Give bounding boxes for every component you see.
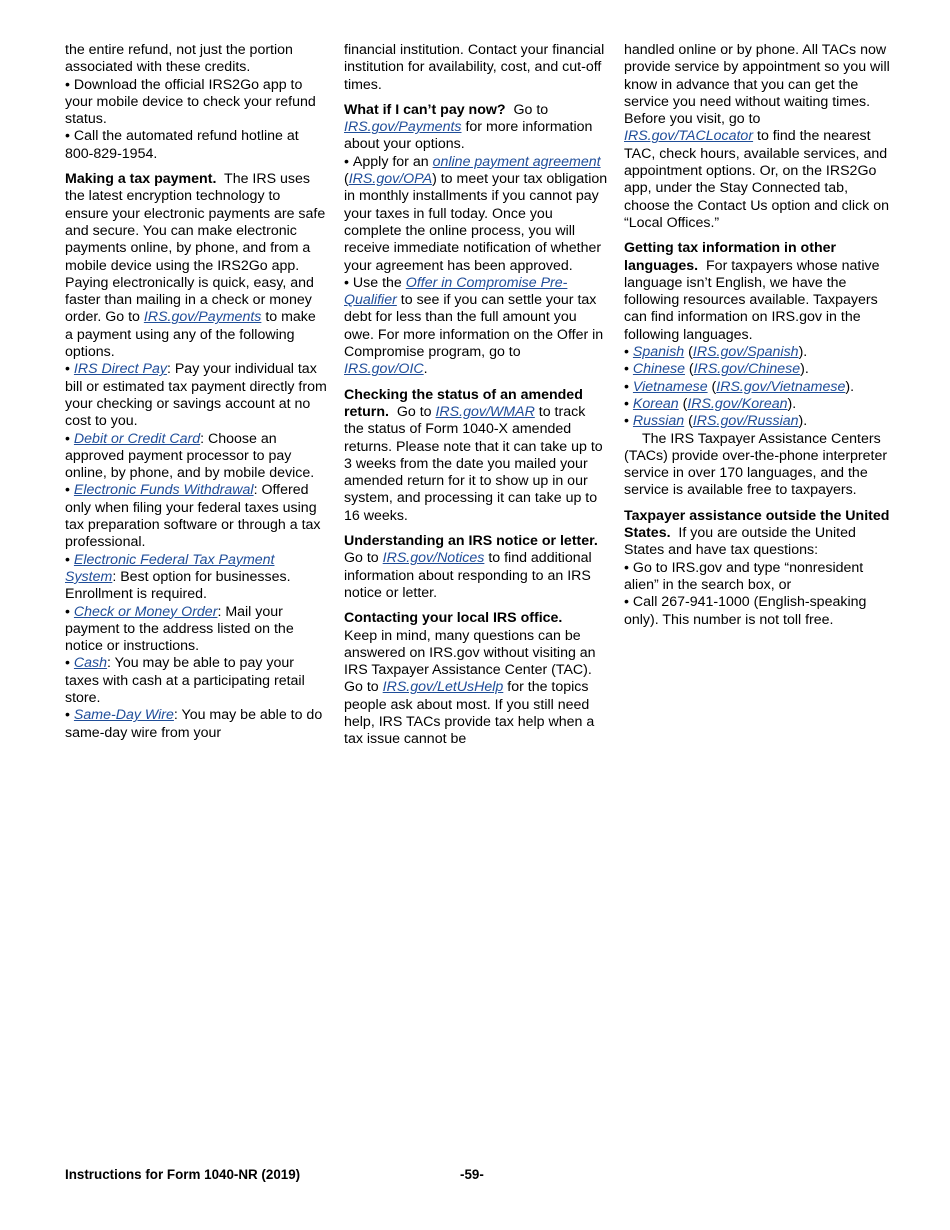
column-1 <box>65 42 327 742</box>
link-vietnamese[interactable]: Vietnamese <box>632 378 708 395</box>
option-efw-text: : Offered only when filing your federal taxes using tax preparation software or through a tax professional. <box>65 482 321 551</box>
footer-title: Instructions for Form 1040-NR (2019) <box>65 1167 301 1182</box>
link-irs-spanish[interactable]: IRS.gov/Spanish <box>692 344 799 361</box>
heading-making-payment: Making a tax payment. <box>65 171 217 188</box>
heading-local-office: Contacting your local IRS office. <box>344 610 563 627</box>
language-list <box>624 344 890 430</box>
link-irs-oic[interactable]: IRS.gov/OIC <box>344 361 424 378</box>
heading-amended-return: Checking the status of an amended return. <box>344 386 583 420</box>
option-direct-pay-text: : Pay your individual tax bill or estimated tax payment directly from your checking or savings account at no cost to you. <box>65 361 327 430</box>
link-same-day-wire[interactable]: Same-Day Wire <box>73 707 174 724</box>
link-irs-chinese[interactable]: IRS.gov/Chinese <box>693 361 801 378</box>
wire-continued: financial institution. Contact your financial institution for availability, cost, and cut-off times. <box>344 42 605 93</box>
heading-irs-notice: Understanding an IRS notice or letter. <box>344 533 598 550</box>
link-online-payment-agreement[interactable]: online payment agreement <box>432 153 601 170</box>
link-check-money-order[interactable]: Check or Money Order <box>73 603 218 620</box>
link-spanish[interactable]: Spanish <box>632 344 685 361</box>
link-irs-vietnamese[interactable]: IRS.gov/Vietnamese <box>716 378 846 395</box>
option-debit-credit-text: : Choose an approved payment processor to pay online, by phone, and by mobile device. <box>65 430 315 482</box>
link-eftps[interactable]: Electronic Federal Tax Payment System <box>65 551 275 585</box>
column-2 <box>344 42 608 757</box>
section-other-languages <box>624 240 890 344</box>
opa-paren: ( <box>344 171 349 188</box>
oic-text-a: Use the <box>352 274 402 291</box>
link-cash[interactable]: Cash <box>73 655 108 672</box>
column-3 <box>624 42 890 629</box>
refund-intro-continued: the entire refund, not just the portion associated with these credits. <box>65 42 293 76</box>
section-outside-us <box>624 508 890 560</box>
tac-continued <box>624 42 890 232</box>
outside-text: If you are outside the United States and have tax questions: <box>624 525 856 559</box>
language-item-korean: • Korean (IRS.gov/Korean). <box>624 396 890 413</box>
link-irs-korean[interactable]: IRS.gov/Korean <box>687 395 788 412</box>
payment-text-b: to make a payment using any of the following options. <box>65 309 316 361</box>
option-cash <box>65 655 327 707</box>
bullet-refund-hotline: • Call the automated refund hotline at 800-829-1954. <box>65 128 327 163</box>
language-item-chinese: • Chinese (IRS.gov/Chinese). <box>624 361 890 378</box>
option-direct-pay <box>65 361 327 430</box>
local-text-b: for the topics people ask about most. If you still need help, IRS TACs provide tax help when a tax issue cannot be <box>344 679 595 748</box>
languages-text: For taxpayers whose native language isn’t English, we have the following resources available. Taxpayers can find information on IRS.gov in the following languages. <box>624 257 880 343</box>
notice-text-b: to find additional information about responding to an IRS notice or letter. <box>344 550 592 601</box>
link-irs-payments-2[interactable]: IRS.gov/Payments <box>344 119 462 136</box>
option-eftps-text: : Best option for businesses. Enrollment is required. <box>65 568 291 603</box>
option-check-text: : Mail your payment to the address listed on the notice or instructions. <box>65 603 294 655</box>
opa-text-a: Apply for an <box>352 153 429 170</box>
tac-text-b: to find the nearest TAC, check hours, available services, and appointment options. Or, on the IRS2Go app, under the Stay Connected tab, choose the Contact Us option and click on “Local Offices.” <box>624 128 889 231</box>
link-debit-credit-card[interactable]: Debit or Credit Card <box>73 430 201 447</box>
tac-text-a: handled online or by phone. All TACs now provide service by appointment so you will know in advance that you can get the service you need without waiting times. Before you visit, go to <box>624 42 890 128</box>
section-amended-return <box>344 387 608 525</box>
heading-other-languages: Getting tax information in other languages. <box>624 240 837 274</box>
link-oic-pre-qualifier[interactable]: Offer in Compromise Pre-Qualifier <box>344 274 568 309</box>
link-irs-payments[interactable]: IRS.gov/Payments <box>143 309 262 326</box>
link-chinese[interactable]: Chinese <box>632 361 685 378</box>
oic-text-b: to see if you can settle your tax debt for less than the full amount you owe. For more information on the Offer in Compromise program, go to <box>344 292 604 361</box>
link-irs-russian[interactable]: IRS.gov/Russian <box>692 413 799 430</box>
option-cash-text: : You may be able to pay your taxes with cash at a participating retail store. <box>65 655 305 706</box>
option-wire-text: : You may be able to do same-day wire from your <box>65 707 323 741</box>
language-item-spanish: • Spanish (IRS.gov/Spanish). <box>624 344 890 361</box>
language-item-vietnamese: • Vietnamese (IRS.gov/Vietnamese). <box>624 379 890 396</box>
amended-text-a: Go to <box>396 403 432 420</box>
oic-text-c: . <box>423 361 428 378</box>
opa-text-b: ) to meet your tax obligation in monthly installments if you cannot pay your taxes in full today. Once you complete the online process, you will receive immediate notification of whether your agreement has been approved. <box>344 171 608 274</box>
bullet-offer-in-compromise <box>344 275 608 379</box>
link-korean[interactable]: Korean <box>632 395 679 412</box>
option-efw <box>65 482 327 551</box>
local-text-a: Keep in mind, many questions can be answered on IRS.gov without visiting an IRS Taxpayer Assistance Center (TAC). Go to <box>344 627 596 696</box>
section-making-payment <box>65 171 327 361</box>
page-number: -59- <box>460 1167 484 1182</box>
option-check-money-order <box>65 604 327 656</box>
link-irs-letushelp[interactable]: IRS.gov/LetUsHelp <box>382 679 504 696</box>
heading-cant-pay: What if I can’t pay now? <box>344 101 506 118</box>
cant-pay-text-b: for more information about your options. <box>344 119 593 153</box>
link-irs-opa[interactable]: IRS.gov/OPA <box>348 171 433 188</box>
section-local-office <box>344 610 608 748</box>
interpreter-service: The IRS Taxpayer Assistance Centers (TACs) provide over-the-phone interpreter service in over 170 languages, and the service is available free to taxpayers. <box>624 430 888 499</box>
notice-text-a: Go to <box>344 550 379 567</box>
bullet-call-number: • Call 267-941-1000 (English-speaking only). This number is not toll free. <box>624 594 890 629</box>
option-debit-credit <box>65 431 327 483</box>
section-cant-pay <box>344 102 608 154</box>
bullet-online-payment-agreement <box>344 154 608 275</box>
payment-text-a: The IRS uses the latest encryption technology to ensure your electronic payments are safe and secure. You can make electronic payments online, by phone, and from a mobile device using the IRS2Go app. Paying electronically is quick, easy, and faster than mailing in a check or money order. Go to <box>65 171 326 326</box>
cant-pay-text-a: Go to <box>513 101 549 118</box>
link-irs-notices[interactable]: IRS.gov/Notices <box>382 550 485 567</box>
link-irs-wmar[interactable]: IRS.gov/WMAR <box>435 403 535 420</box>
link-irs-taclocator[interactable]: IRS.gov/TACLocator <box>624 128 754 145</box>
amended-text-b: to track the status of Form 1040-X amended returns. Please note that it can take up to 3 weeks from the date you mailed your amended return for it to show up in our system, and processing it can take up to 16 weeks. <box>344 403 603 524</box>
option-same-day-wire <box>65 707 327 742</box>
bullet-search-nonresident: • Go to IRS.gov and type “nonresident alien” in the search box, or <box>624 560 890 595</box>
heading-outside-us: Taxpayer assistance outside the United States. <box>624 507 890 542</box>
bullet-irs2go: • Download the official IRS2Go app to your mobile device to check your refund status. <box>65 77 327 129</box>
link-russian[interactable]: Russian <box>632 413 685 430</box>
language-item-russian: • Russian (IRS.gov/Russian). <box>624 413 890 430</box>
link-electronic-funds-withdrawal[interactable]: Electronic Funds Withdrawal <box>73 482 254 499</box>
option-eftps <box>65 552 327 604</box>
section-irs-notice <box>344 533 608 602</box>
link-direct-pay[interactable]: IRS Direct Pay <box>73 361 167 378</box>
